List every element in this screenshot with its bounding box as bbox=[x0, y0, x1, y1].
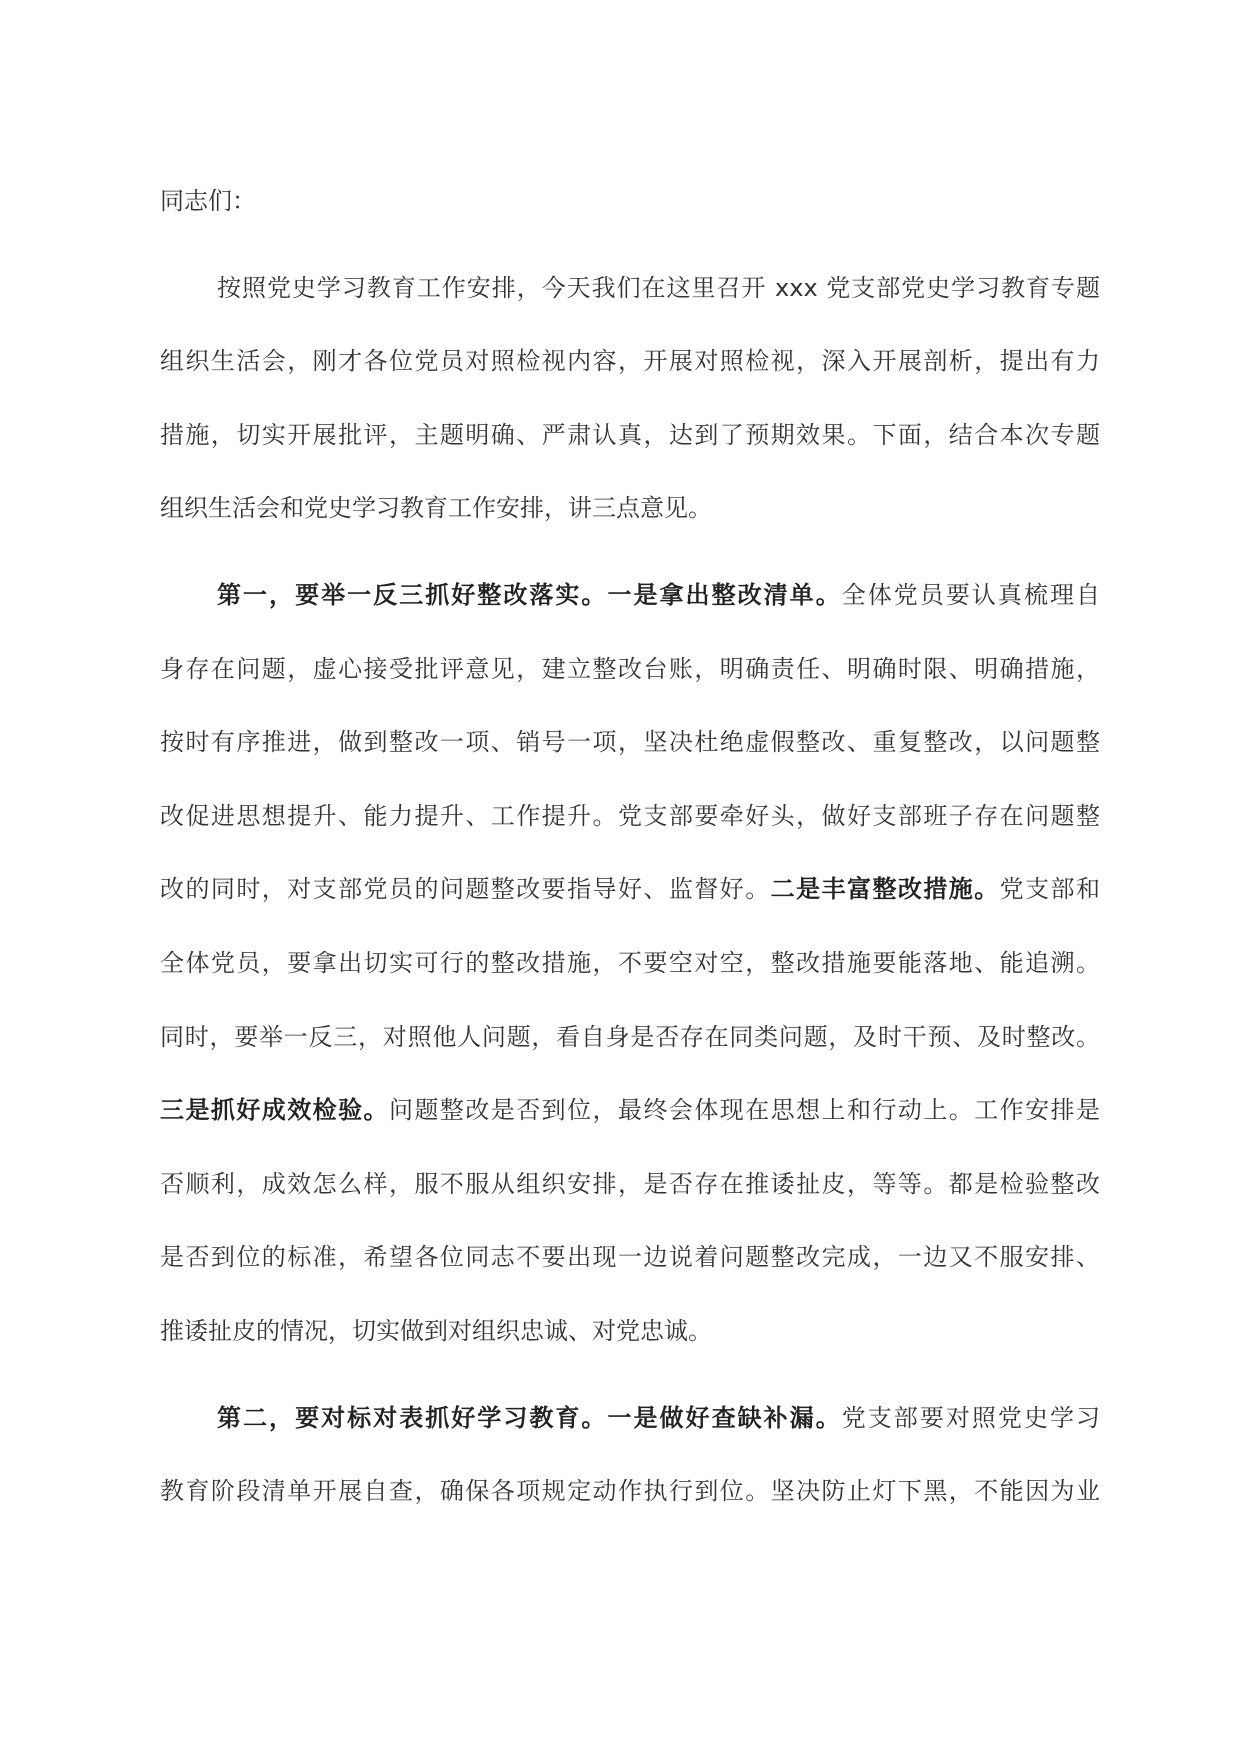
section1-point1-heading: 一是拿出整改清单。 bbox=[607, 580, 842, 609]
section1-line-10: 是否到位的标准，希望各位同志不要出现一边说着问题整改完成，一边又不服安排、 bbox=[160, 1243, 1100, 1272]
section1-line-6: 全体党员，要拿出切实可行的整改措施，不要空对空，整改措施要能落地、能追溯。 bbox=[160, 948, 1100, 977]
section1-line-3: 按时有序推进，做到整改一项、销号一项，坚决杜绝虚假整改、重复整改，以问题整 bbox=[160, 728, 1100, 757]
intro-line-3: 措施，切实开展批评，主题明确、严肃认真，达到了预期效果。下面，结合本次专题 bbox=[160, 420, 1100, 449]
intro-line-4: 组织生活会和党史学习教育工作安排，讲三点意见。 bbox=[160, 494, 712, 523]
section1-line-11: 推诿扯皮的情况，切实做到对组织忠诚、对党忠诚。 bbox=[160, 1316, 712, 1345]
section1-line-7: 同时，要举一反三，对照他人问题，看自身是否存在同类问题，及时干预、及时整改。 bbox=[160, 1022, 1100, 1051]
section2-line-1-text: 党支部要对照党史学习 bbox=[841, 1403, 1101, 1432]
section1-line-8-text: 问题整改是否到位，最终会体现在思想上和行动上。工作安排是 bbox=[389, 1096, 1100, 1125]
section1-point3-heading: 三是抓好成效检验。 bbox=[160, 1096, 389, 1125]
section1-point2-heading: 二是丰富整改措施。 bbox=[770, 875, 1000, 904]
document-body bbox=[160, 165, 1100, 1529]
section2-heading: 第二，要对标对表抓好学习教育。 bbox=[217, 1403, 608, 1432]
section1-line-5-tail: 党支部和 bbox=[999, 875, 1101, 904]
section1-line-2: 身存在问题，虚心接受批评意见，建立整改台账，明确责任、明确时限、明确措施， bbox=[160, 654, 1100, 683]
section1-line-1 bbox=[160, 559, 1100, 633]
section1-line-4: 改促进思想提升、能力提升、工作提升。党支部要牵好头，做好支部班子存在问题整 bbox=[160, 801, 1100, 830]
section1-heading: 第一，要举一反三抓好整改落实。 bbox=[217, 580, 608, 609]
section1-line-9: 否顺利，成效怎么样，服不服从组织安排，是否存在推诿扯皮，等等。都是检验整改 bbox=[160, 1169, 1100, 1198]
section1-line-5 bbox=[160, 853, 1100, 927]
section2-point1-heading: 一是做好查缺补漏。 bbox=[607, 1403, 842, 1432]
intro-line-2: 组织生活会，刚才各位党员对照检视内容，开展对照检视，深入开展剖析，提出有力 bbox=[160, 347, 1100, 376]
section2-line-2: 教育阶段清单开展自查，确保各项规定动作执行到位。坚决防止灯下黑，不能因为业 bbox=[160, 1477, 1100, 1506]
section1-line-5-text: 改的同时，对支部党员的问题整改要指导好、监督好。 bbox=[160, 875, 771, 904]
intro-line-1: 按照党史学习教育工作安排，今天我们在这里召开 xxx 党支部党史学习教育专题 bbox=[217, 273, 1100, 302]
section1-line-8 bbox=[160, 1074, 1100, 1148]
greeting: 同志们： bbox=[160, 187, 256, 215]
section1-line-1-text: 全体党员要认真梳理自 bbox=[841, 580, 1101, 609]
section2-line-1 bbox=[160, 1382, 1100, 1456]
